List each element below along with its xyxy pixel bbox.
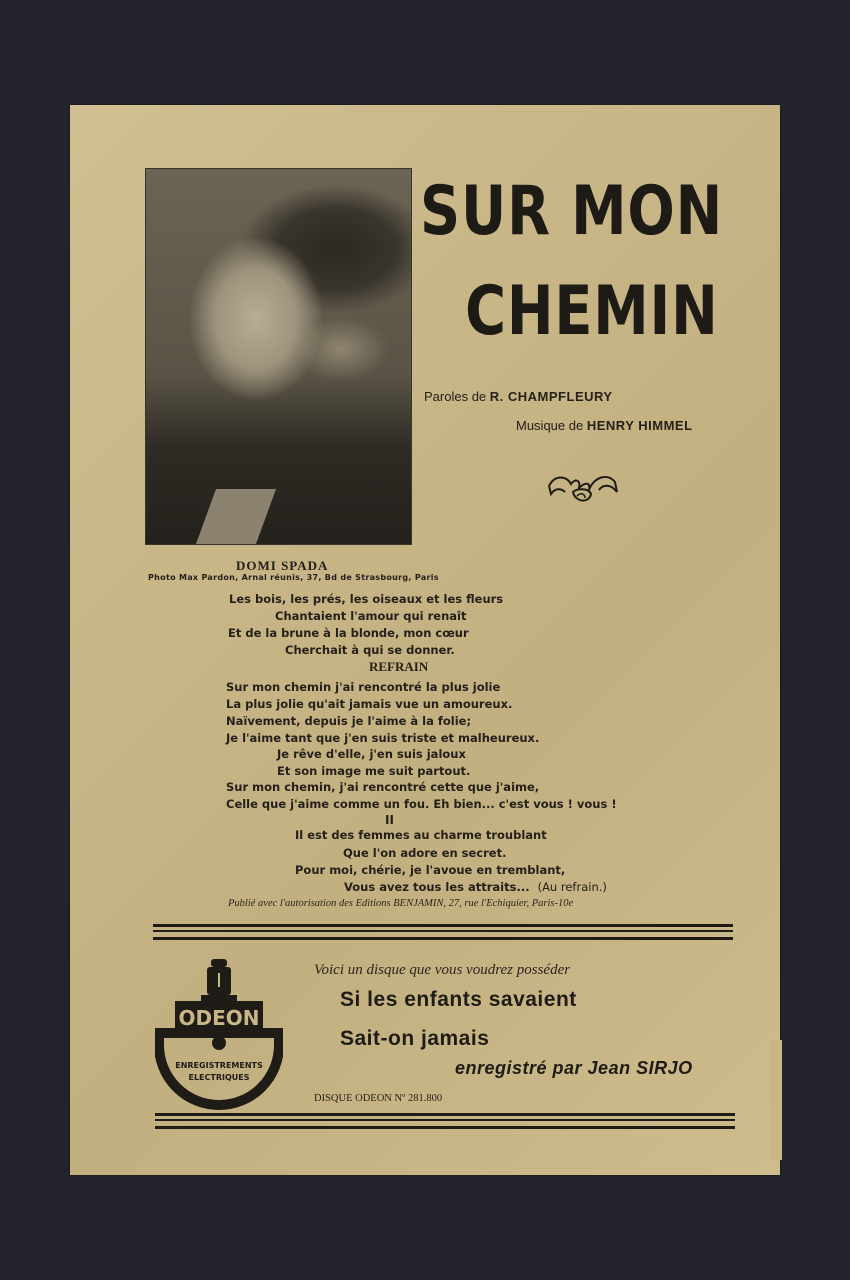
odeon-logo-icon xyxy=(155,955,283,1110)
decorative-border xyxy=(155,1113,735,1129)
decorative-border xyxy=(153,924,733,940)
svg-text:ENREGISTREMENTS: ENREGISTREMENTS xyxy=(175,1061,263,1070)
publisher-note: Publié avec l'autorisation des Editions BENJAMIN, 27, rue l'Echiquier, Paris-10e xyxy=(228,898,574,909)
lyric-line: Et son image me suit partout. xyxy=(277,764,471,778)
promo-song-1: Si les enfants savaient xyxy=(340,988,577,1011)
lyric-line: Que l'on adore en secret. xyxy=(343,846,507,860)
lyric-line: La plus jolie qu'ait jamais vue un amoureux. xyxy=(226,697,513,711)
lyric-line: Je rêve d'elle, j'en suis jaloux xyxy=(277,747,466,761)
lyric-line: Sur mon chemin, j'ai rencontré cette que j'aime, xyxy=(226,780,540,794)
lyric-line: Celle que j'aime comme un fou. Eh bien... c'est vous ! vous ! xyxy=(226,797,617,811)
title-line-1: SUR MON xyxy=(420,172,724,251)
refrain-note: (Au refrain.) xyxy=(537,880,607,894)
lyric-line: Il est des femmes au charme troublant xyxy=(295,828,547,842)
svg-text:ELECTRIQUES: ELECTRIQUES xyxy=(188,1073,250,1082)
disc-number: DISQUE ODEON Nº 281.800 xyxy=(314,1093,443,1104)
lyric-line: Les bois, les prés, les oiseaux et les fleurs xyxy=(229,592,504,606)
lyric-line: Pour moi, chérie, je l'avoue en tremblant, xyxy=(295,863,566,877)
lyric-line: Et de la brune à la blonde, mon cœur xyxy=(228,626,469,640)
title-line-2: CHEMIN xyxy=(465,272,719,351)
refrain-heading: REFRAIN xyxy=(369,659,429,674)
ornament-icon xyxy=(545,468,620,508)
composer-credit: Musique de HENRY HIMMEL xyxy=(516,418,693,433)
song-title xyxy=(420,162,724,362)
artist-photo xyxy=(145,168,412,545)
composer-name: HENRY HIMMEL xyxy=(586,418,693,433)
lyric-line: Cherchait à qui se donner. xyxy=(285,643,455,657)
promo-artist: enregistré par Jean SIRJO xyxy=(455,1058,693,1078)
paper-edge xyxy=(770,1040,782,1160)
lyricist-credit: Paroles de R. CHAMPFLEURY xyxy=(424,389,613,404)
promo-intro: Voici un disque que vous voudrez posséder xyxy=(314,962,571,978)
lyric-line: Vous avez tous les attraits... (Au refrain.) xyxy=(344,880,607,894)
verse-number: II xyxy=(385,813,394,827)
lyricist-name: R. CHAMPFLEURY xyxy=(489,389,613,404)
lyric-line: Sur mon chemin j'ai rencontré la plus jolie xyxy=(226,680,501,694)
svg-text:ODEON: ODEON xyxy=(178,1006,260,1030)
lyric-line: Naïvement, depuis je l'aime à la folie; xyxy=(226,714,472,728)
artist-name: DOMI SPADA xyxy=(236,558,329,573)
lyric-line: Je l'aime tant que j'en suis triste et malheureux. xyxy=(226,731,540,745)
lyric-line: Chantaient l'amour qui renaît xyxy=(275,609,467,623)
photo-credit: Photo Max Pardon, Arnal réunis, 37, Bd de Strasbourg, Paris xyxy=(148,573,439,582)
promo-song-2: Sait-on jamais xyxy=(340,1027,490,1050)
